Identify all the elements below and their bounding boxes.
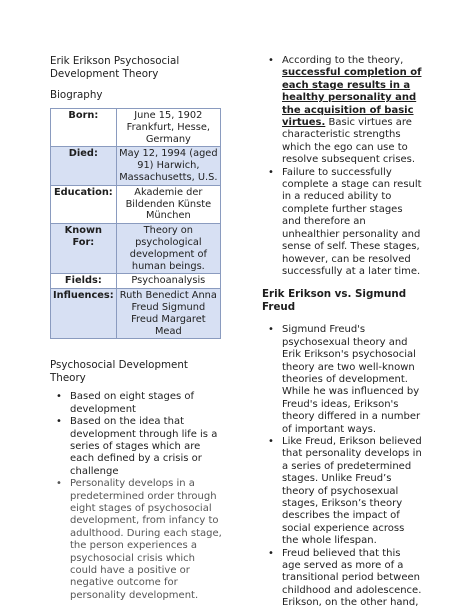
bio-key: Fields: xyxy=(51,274,117,289)
bio-value: Akademie der Bildenden Künste München xyxy=(116,185,220,223)
bio-key: Died: xyxy=(51,147,117,185)
bullet-icon: • xyxy=(268,547,274,559)
document-title-line-1: Erik Erikson Psychosocial xyxy=(50,55,180,67)
bullet-icon: • xyxy=(56,478,62,490)
bio-row-known-for xyxy=(51,224,221,274)
bio-value: Ruth Benedict Anna Freud Sigmund Freud Margaret Mead xyxy=(116,289,220,339)
right-bullet-list-top xyxy=(262,55,422,278)
list-item: • Personality develops in a predetermined order through eight stages of psychosocial development, from infancy to adulthood. During each stage, the person experiences a psychosocial crisis which could have a positive or negative outcome for personality development. xyxy=(56,478,222,601)
bio-value: Psychoanalysis xyxy=(116,274,220,289)
bullet-icon: • xyxy=(56,391,62,403)
list-item: • Based on eight stages of development xyxy=(56,391,195,415)
list-item: • Like Freud, Erikson believed that personality develops in a series of predetermined stages. Unlike Freud’s theory of psychosexual stages, Erikson’s theory describes the impact of social experience across the whole lifespan. xyxy=(268,435,422,547)
biography-table xyxy=(50,108,221,339)
list-item: • According to the theory, successful completion of each stage results in a healthy personality and the acquisition of basic virtues. Basic virtues are characteristic strengths which the ego can use to resolve subsequent crises. xyxy=(268,55,422,166)
section-title-psychosocial: Psychosocial Development Theory xyxy=(50,359,188,385)
list-item: • Sigmund Freud's psychosexual theory and Erik Erikson's psychosocial theory are two well-known theories of development. While he was influenced by Freud's ideas, Erikson's theory differed in a number of important ways. xyxy=(268,324,421,435)
bullet-icon: • xyxy=(268,166,274,178)
bullet-icon: • xyxy=(56,416,62,428)
bio-row-born xyxy=(51,109,221,147)
list-item: • Freud believed that this age served as more of a transitional period between childhood and adolescence. Erikson, on the other hand, xyxy=(268,547,422,609)
biography-label: Biography xyxy=(50,89,103,101)
right-column xyxy=(262,55,422,610)
list-item: • Failure to successfully complete a stage can result in a reduced ability to complete further stages and therefore an unhealthier personality and sense of self. These stages, however, can be resolved successfully at a later time. xyxy=(268,166,422,277)
bio-value: June 15, 1902 Frankfurt, Hesse, Germany xyxy=(116,109,220,147)
bio-key: Influences: xyxy=(51,289,117,339)
bio-row-influences xyxy=(51,289,221,339)
bio-value: Theory on psychological development of human beings. xyxy=(116,224,220,274)
left-bullet-list xyxy=(50,391,225,602)
bullet-icon: • xyxy=(268,435,274,447)
emphasis-text: successful completion of each stage results in a healthy personality and the acquisition of basic virtues. xyxy=(282,67,422,129)
bullet-icon: • xyxy=(268,324,274,336)
bio-row-fields xyxy=(51,274,221,289)
bio-value: May 12, 1994 (aged 91) Harwich, Massachusetts, U.S. xyxy=(116,147,220,185)
bio-key: Known For: xyxy=(51,224,117,274)
bio-key: Education: xyxy=(51,185,117,223)
section-heading-erikson-vs-freud: Erik Erikson vs. Sigmund Freud xyxy=(262,288,407,314)
bio-row-education xyxy=(51,185,221,223)
left-column xyxy=(50,55,225,602)
bullet-icon: • xyxy=(268,55,274,66)
right-bullet-list-bottom xyxy=(262,324,422,609)
bio-key: Born: xyxy=(51,109,117,147)
bio-row-died xyxy=(51,147,221,185)
document-title-line-2: Development Theory xyxy=(50,68,159,80)
list-item: • Based on the idea that development through life is a series of stages which are each defined by a crisis or challenge xyxy=(56,416,218,477)
